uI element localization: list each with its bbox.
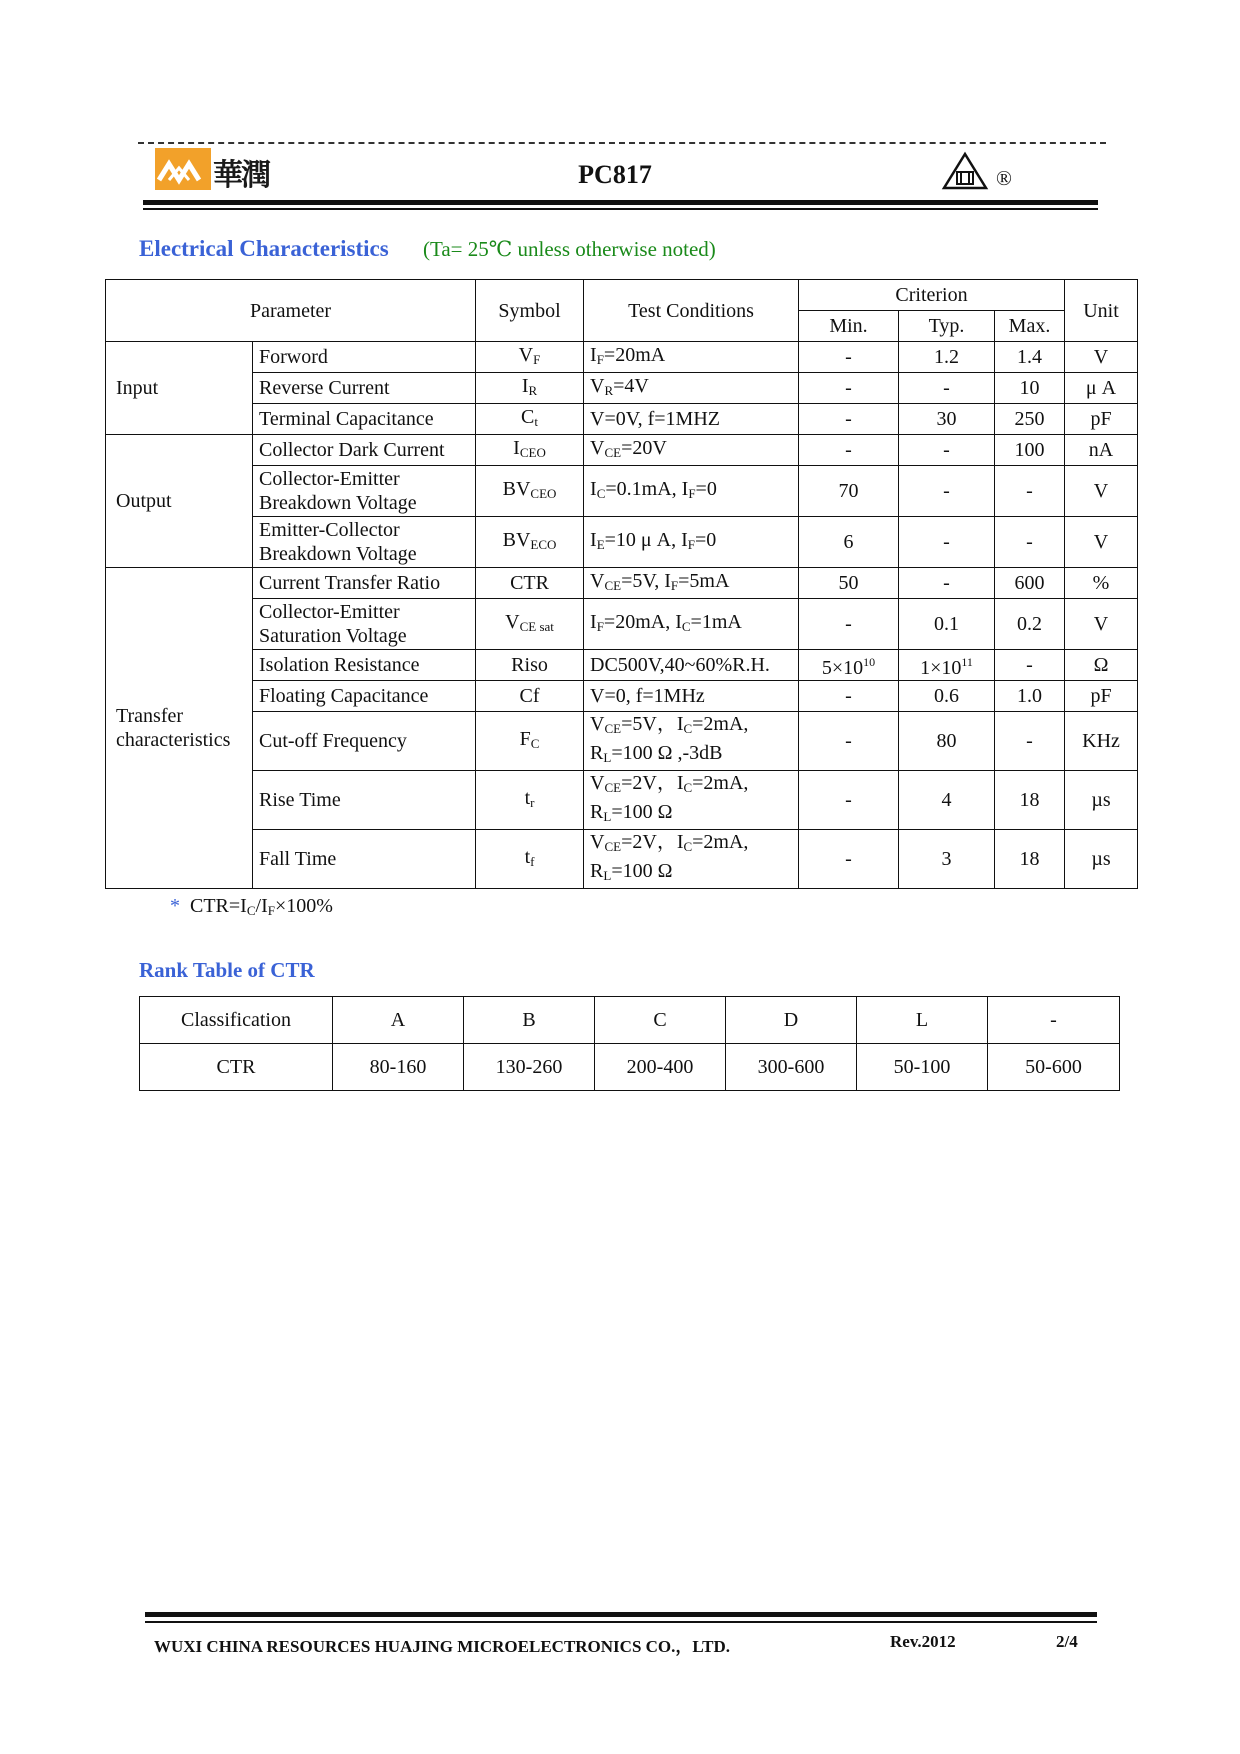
table-row: [106, 466, 1138, 517]
param-cell: Collector-Emitter Breakdown Voltage: [253, 466, 476, 517]
typ-cell: 0.1: [899, 599, 995, 650]
typ-cell: -: [899, 373, 995, 404]
typ-cell: -: [899, 568, 995, 599]
max-cell: 0.2: [995, 599, 1065, 650]
footer-rule-thin: [145, 1621, 1097, 1623]
max-cell: -: [995, 650, 1065, 681]
min-cell: 50: [799, 568, 899, 599]
header-dashed-rule: [138, 142, 1106, 144]
footnote-text-pre: CTR=I: [190, 895, 247, 917]
footer-page-number: 2/4: [1056, 1632, 1078, 1651]
unit-cell: µs: [1065, 771, 1138, 830]
header-max: Max.: [995, 311, 1065, 342]
rank-class-cell: C: [595, 997, 726, 1044]
max-cell: 18: [995, 830, 1065, 889]
param-cell: Cut-off Frequency: [253, 712, 476, 771]
symbol-cell: $V_F$: [476, 342, 584, 373]
footnote-sub-c: C: [246, 903, 256, 918]
param-cell: Forword: [253, 342, 476, 373]
typ-cell: -: [899, 435, 995, 466]
unit-cell: nA: [1065, 435, 1138, 466]
rank-value-row: [140, 1044, 1120, 1091]
min-cell: -: [799, 373, 899, 404]
typ-cell: -: [899, 517, 995, 568]
unit-cell: µs: [1065, 830, 1138, 889]
symbol-cell: $BV_{ECO}$: [476, 517, 584, 568]
logo-mark-icon: [155, 146, 213, 192]
rank-value-cell: 130-260: [464, 1044, 595, 1091]
rank-class-cell: L: [857, 997, 988, 1044]
max-cell: 1.0: [995, 681, 1065, 712]
max-cell: -: [995, 712, 1065, 771]
table-row: [106, 771, 1138, 830]
document-title: PC817: [578, 160, 652, 189]
condition-cell: $V_{CE}=2V$，$I_C=2mA$, $R_L=100$ Ω: [584, 830, 799, 889]
symbol-cell: $V_{CE sat}$: [476, 599, 584, 650]
param-cell: Floating Capacitance: [253, 681, 476, 712]
footnote-star: *: [170, 895, 180, 917]
rank-value-cell: 300-600: [726, 1044, 857, 1091]
condition-cell: $V_{CE}=5V$, $I_F=5mA$: [584, 568, 799, 599]
min-cell: 70: [799, 466, 899, 517]
footnote-sub-f: F: [267, 903, 275, 918]
logo-text: 華潤: [213, 158, 269, 193]
header-parameter: Parameter: [106, 280, 476, 342]
condition-cell: $I_F=20mA$, $I_C=1mA$: [584, 599, 799, 650]
typ-cell: 3: [899, 830, 995, 889]
min-cell: -: [799, 830, 899, 889]
rank-header-classification: Classification: [140, 997, 333, 1044]
symbol-cell: $F_C$: [476, 712, 584, 771]
typ-cell: 0.6: [899, 681, 995, 712]
unit-cell: V: [1065, 466, 1138, 517]
param-cell: Terminal Capacitance: [253, 404, 476, 435]
max-cell: 100: [995, 435, 1065, 466]
min-cell: -: [799, 404, 899, 435]
symbol-cell: $I_{CEO}$: [476, 435, 584, 466]
max-cell: 250: [995, 404, 1065, 435]
typ-cell: 30: [899, 404, 995, 435]
typ-cell: 80: [899, 712, 995, 771]
param-cell: Rise Time: [253, 771, 476, 830]
table-row: [106, 650, 1138, 681]
section-note: (Ta= 25℃ unless otherwise noted): [423, 237, 716, 261]
min-cell: -: [799, 342, 899, 373]
param-cell: Collector Dark Current: [253, 435, 476, 466]
table-row: [106, 404, 1138, 435]
section-title-electrical: Electrical Characteristics: [139, 236, 389, 261]
footnote-slash: /I: [255, 895, 268, 917]
condition-cell: $V_{CE}=5V$，$I_C=2mA$, $R_L=100$ Ω ,-3dB: [584, 712, 799, 771]
min-cell: 6: [799, 517, 899, 568]
unit-cell: V: [1065, 517, 1138, 568]
header-typ: Typ.: [899, 311, 995, 342]
group-transfer-line2: characteristics: [116, 729, 231, 751]
condition-cell: V=0, f=1MHz: [584, 681, 799, 712]
table-row: [106, 373, 1138, 404]
group-input: Input: [106, 342, 253, 435]
header-symbol: Symbol: [476, 280, 584, 342]
min-cell: -: [799, 435, 899, 466]
table-row: [106, 830, 1138, 889]
table-row: [106, 681, 1138, 712]
condition-cell: DC500V,40~60%R.H.: [584, 650, 799, 681]
rank-header-row: [140, 997, 1120, 1044]
unit-cell: pF: [1065, 404, 1138, 435]
symbol-cell: Riso: [476, 650, 584, 681]
symbol-cell: Cf: [476, 681, 584, 712]
param-cell: Fall Time: [253, 830, 476, 889]
header-rule-thin: [143, 208, 1098, 210]
rank-class-cell: B: [464, 997, 595, 1044]
footnote-text-post: ×100%: [274, 895, 333, 917]
table-row: [106, 435, 1138, 466]
condition-cell: $I_F=20mA$: [584, 342, 799, 373]
min-cell: $5\times 10^{10}$: [799, 650, 899, 681]
rank-table: [139, 996, 1120, 1091]
rank-value-cell: 80-160: [333, 1044, 464, 1091]
header-min: Min.: [799, 311, 899, 342]
symbol-cell: CTR: [476, 568, 584, 599]
table-row: [106, 517, 1138, 568]
max-cell: -: [995, 466, 1065, 517]
registered-mark: ®: [996, 166, 1012, 190]
group-transfer: [106, 568, 253, 889]
table-row: [106, 599, 1138, 650]
condition-cell: $I_C=0.1mA$, $I_F=0$: [584, 466, 799, 517]
rank-value-cell: 50-600: [988, 1044, 1120, 1091]
param-cell: Current Transfer Ratio: [253, 568, 476, 599]
typ-cell: 4: [899, 771, 995, 830]
footer-rule-thick: [145, 1612, 1097, 1617]
rank-value-cell: 50-100: [857, 1044, 988, 1091]
header-unit: Unit: [1065, 280, 1138, 342]
min-cell: -: [799, 771, 899, 830]
unit-cell: V: [1065, 342, 1138, 373]
electrical-characteristics-table: [105, 279, 1138, 889]
unit-cell: μ A: [1065, 373, 1138, 404]
group-output: Output: [106, 435, 253, 568]
symbol-cell: $t_f$: [476, 830, 584, 889]
condition-cell: V=0V, f=1MHZ: [584, 404, 799, 435]
table-row: [106, 712, 1138, 771]
min-cell: -: [799, 681, 899, 712]
min-cell: -: [799, 599, 899, 650]
param-cell: Isolation Resistance: [253, 650, 476, 681]
table-header-row: [106, 280, 1138, 311]
huajing-mark-icon: [940, 146, 990, 192]
rank-value-cell: 200-400: [595, 1044, 726, 1091]
unit-cell: V: [1065, 599, 1138, 650]
ctr-footnote: [170, 895, 333, 919]
symbol-cell: $C_t$: [476, 404, 584, 435]
param-cell: Collector-Emitter Saturation Voltage: [253, 599, 476, 650]
footer-company: WUXI CHINA RESOURCES HUAJING MICROELECTRONICS CO.，LTD.: [154, 1637, 731, 1656]
symbol-cell: $BV_{CEO}$: [476, 466, 584, 517]
rank-class-cell: D: [726, 997, 857, 1044]
condition-cell: $I_E=10$ μ A, $I_F=0$: [584, 517, 799, 568]
group-transfer-line1: Transfer: [116, 705, 184, 727]
param-cell: Reverse Current: [253, 373, 476, 404]
company-logo: [155, 146, 275, 192]
unit-cell: pF: [1065, 681, 1138, 712]
section-title-rank: Rank Table of CTR: [139, 958, 315, 982]
min-cell: -: [799, 712, 899, 771]
param-cell: Emitter-Collector Breakdown Voltage: [253, 517, 476, 568]
typ-cell: $1\times 10^{11}$: [899, 650, 995, 681]
table-row: [106, 342, 1138, 373]
max-cell: -: [995, 517, 1065, 568]
max-cell: 10: [995, 373, 1065, 404]
table-row: [106, 568, 1138, 599]
rank-class-cell: -: [988, 997, 1120, 1044]
unit-cell: %: [1065, 568, 1138, 599]
rank-row-label: CTR: [140, 1044, 333, 1091]
condition-cell: $V_{CE}=20V$: [584, 435, 799, 466]
max-cell: 600: [995, 568, 1065, 599]
symbol-cell: $t_r$: [476, 771, 584, 830]
rank-class-cell: A: [333, 997, 464, 1044]
unit-cell: Ω: [1065, 650, 1138, 681]
unit-cell: KHz: [1065, 712, 1138, 771]
typ-cell: 1.2: [899, 342, 995, 373]
header-test-conditions: Test Conditions: [584, 280, 799, 342]
max-cell: 18: [995, 771, 1065, 830]
footer-revision: Rev.2012: [890, 1632, 956, 1651]
max-cell: 1.4: [995, 342, 1065, 373]
header-rule-thick: [143, 200, 1098, 205]
typ-cell: -: [899, 466, 995, 517]
condition-cell: $V_{CE}=2V$，$I_C=2mA$, $R_L=100$ Ω: [584, 771, 799, 830]
condition-cell: $V_R=4V$: [584, 373, 799, 404]
header-criterion: Criterion: [799, 280, 1065, 311]
symbol-cell: $I_R$: [476, 373, 584, 404]
